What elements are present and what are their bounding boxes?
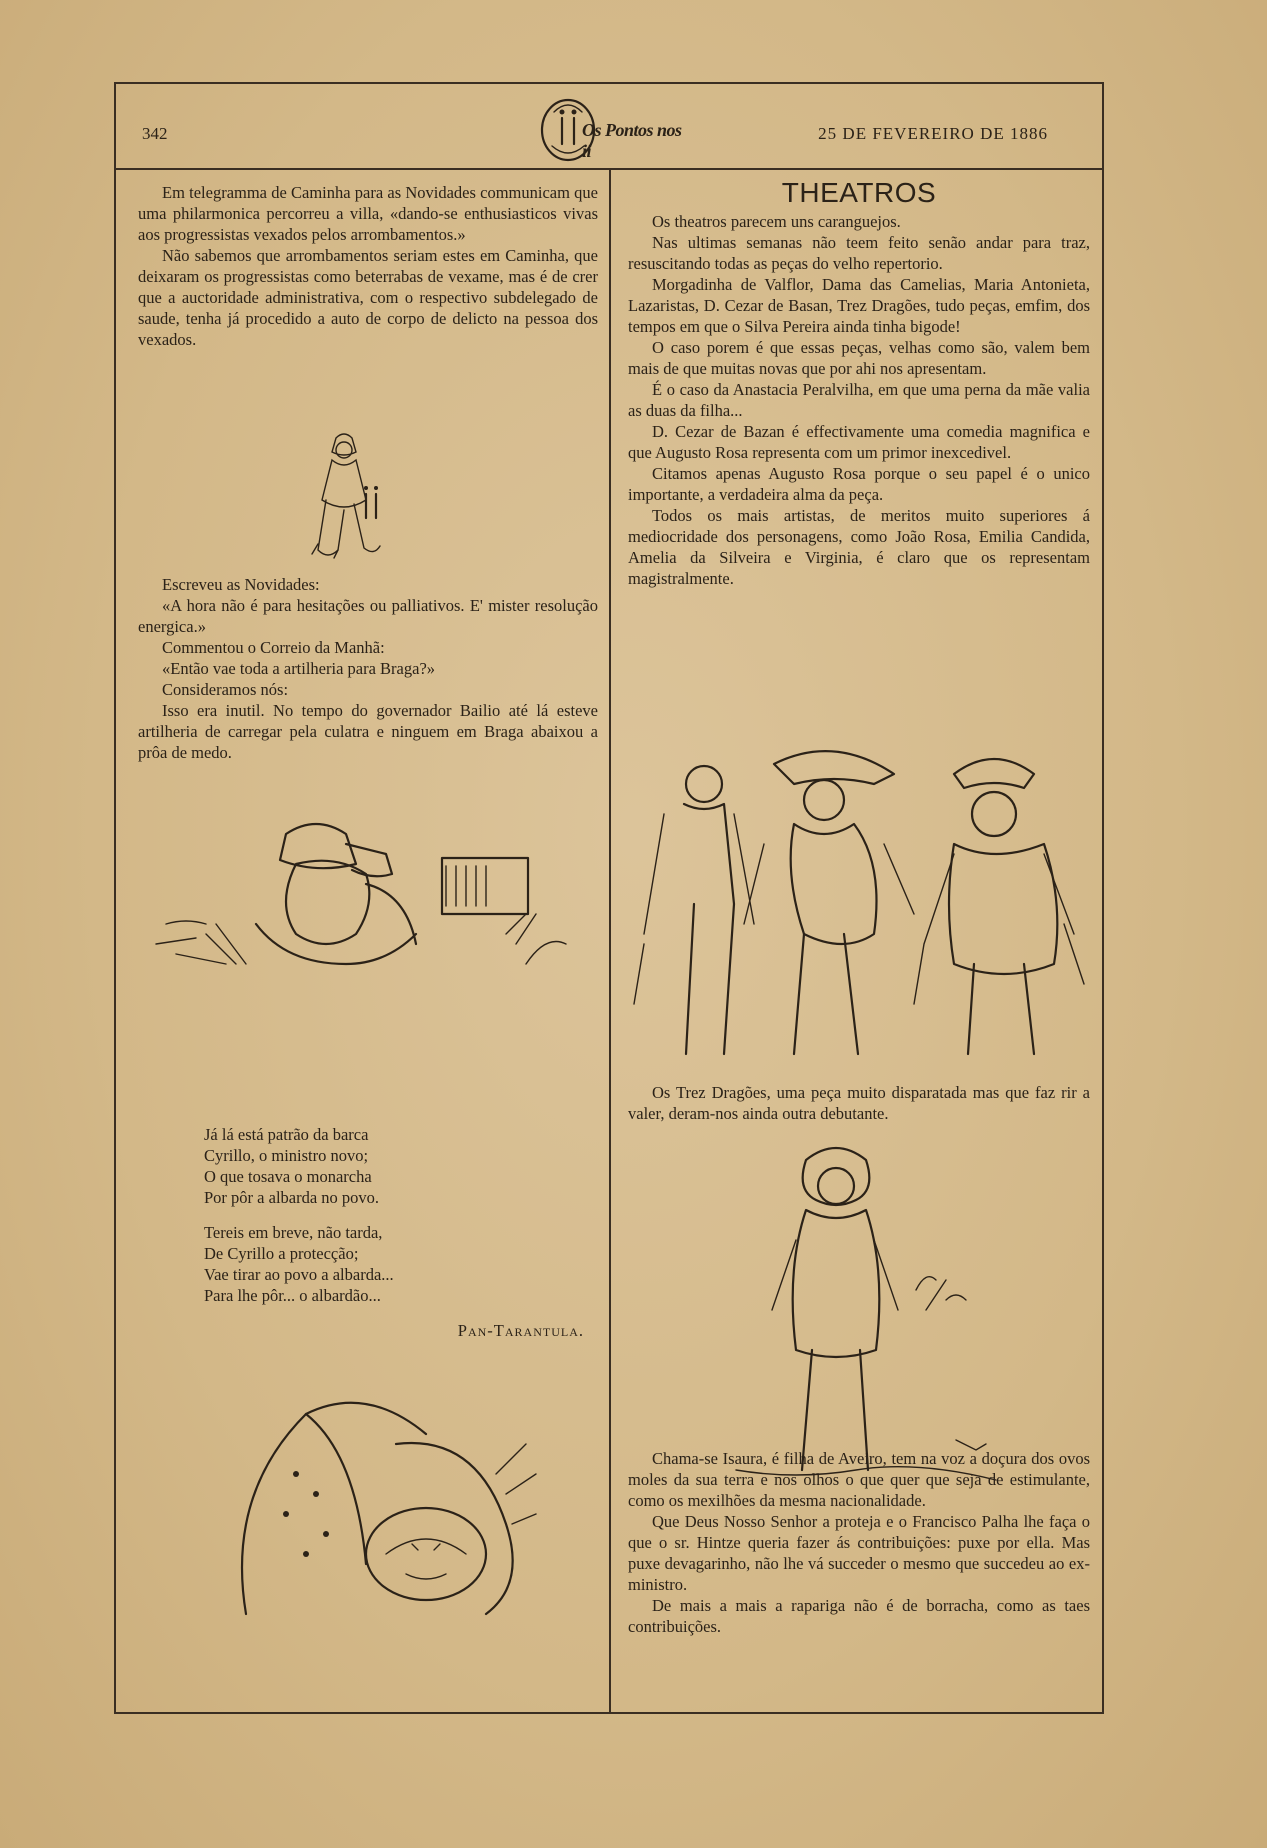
isaura-illustration xyxy=(716,1140,1016,1500)
verse-line: O que tosava o monarcha xyxy=(204,1167,372,1186)
verse-line: Vae tirar ao povo a albarda... xyxy=(204,1265,394,1284)
paragraph: Em telegramma de Caminha para as Novidades communicam que uma philarmonica percorreu a villa, «dando-se enthusiasticos vivas aos progressistas vexados pelos arrombamentos.» xyxy=(138,183,598,244)
verse-line: De Cyrillo a protecção; xyxy=(204,1244,359,1263)
paragraph: Citamos apenas Augusto Rosa porque o seu papel é o unico importante, a verdadeira alma da peça. xyxy=(628,464,1090,504)
paragraph: De mais a mais a rapariga não é de borracha, como as taes contribuições. xyxy=(628,1596,1090,1636)
illustration-caption: Os Trez Dragões, uma peça muito disparatada mas que faz rir a valer, deram-nos ainda outra debutante. xyxy=(628,1083,1090,1123)
cannon-and-hat-cartoon-icon xyxy=(216,1384,546,1624)
paragraph: Consideramos nós: xyxy=(162,680,289,699)
poem xyxy=(204,1124,584,1341)
masthead-title: Os Pontos nos ii xyxy=(582,120,682,161)
paragraph: Chama-se Isaura, é filha de Aveiro, tem na voz a doçura dos ovos moles da sua terra e nos olhos o que quer que seja de estimulante, como os mexilhões da mesma nacionalidade. xyxy=(628,1449,1090,1510)
paragraph: Que Deus Nosso Senhor a proteja e o Francisco Palha lhe faça o que o sr. Hintze queria fazer ás contribuições: puxe por ella. Mas puxe devagarinho, não lhe vá succeder o mesmo que succedeu ao ex-ministro. xyxy=(628,1512,1090,1594)
masthead xyxy=(534,90,694,164)
left-column-top xyxy=(138,182,598,350)
page-frame xyxy=(114,82,1104,1714)
verse-line: Tereis em breve, não tarda, xyxy=(204,1223,383,1242)
poem-stanza xyxy=(204,1124,584,1208)
verse-line: Para lhe pôr... o albardão... xyxy=(204,1286,381,1305)
paragraph: Commentou o Correio da Manhã: xyxy=(162,638,385,657)
isaura-article xyxy=(628,1448,1090,1637)
left-column-middle xyxy=(138,574,598,763)
paragraph: Escreveu as Novidades: xyxy=(162,575,320,594)
paragraph: O caso porem é que essas peças, velhas como são, valem bem mais de que muitas novas que por ahi nos apresentam. xyxy=(628,338,1090,378)
paragraph: Não sabemos que arrombamentos seriam estes em Caminha, que deixaram os progressistas como beterrabas de vexame, mas é de crer que a auctoridade administrativa, com o respectivo subdelegado de saude, tenha já procedido a auto de corpo de delicto na pessoa dos vexados. xyxy=(138,246,598,349)
paragraph: É o caso da Anastacia Peralvilha, em que uma perna da mãe valia as duas da filha... xyxy=(628,380,1090,420)
paragraph: Isso era inutil. No tempo do governador Bailio até lá esteve artilheria de carregar pela culatra e ninguem em Braga abaixou a prôa de medo. xyxy=(138,701,598,762)
verse-line: Já lá está patrão da barca xyxy=(204,1125,369,1144)
cannon-hat-illustration xyxy=(216,1384,546,1624)
paragraph: Todos os mais artistas, de meritos muito superiores á mediocridade dos personagens, como João Rosa, Emilia Candida, Amelia da Silveira e Virginia, é claro que os representam magistralmente. xyxy=(628,506,1090,588)
issue-date: 25 DE FEVEREIRO DE 1886 xyxy=(818,124,1048,143)
paragraph: Nas ultimas semanas não teem feito senão andar para traz, resuscitando todas as peças do velho repertorio. xyxy=(628,233,1090,273)
paragraph: «Então vae toda a artilheria para Braga?» xyxy=(162,659,436,678)
section-title: THEATROS xyxy=(781,177,937,208)
column-divider xyxy=(609,168,611,1712)
three-dragoons-sketch-icon xyxy=(624,744,1094,1074)
drinking-man-illustration xyxy=(146,814,586,984)
dragoons-illustration xyxy=(624,744,1094,1074)
paragraph: Morgadinha de Valflor, Dama das Camelias, Maria Antonieta, Lazaristas, D. Cezar de Basan, Trez Dragões, tudo peças, emfim, dos tempos em que o Silva Pereira ainda tinha bigode! xyxy=(628,275,1090,336)
author-signature: Pan-Tarantula. xyxy=(457,1321,584,1340)
verse-line: Cyrillo, o ministro novo; xyxy=(204,1146,369,1165)
dragoons-caption xyxy=(628,1082,1090,1124)
paragraph: D. Cezar de Bazan é effectivamente uma comedia magnifica e que Augusto Rosa representa com um primor inexcedivel. xyxy=(628,422,1090,462)
small-figure-illustration xyxy=(296,424,406,574)
poem-stanza xyxy=(204,1222,584,1306)
page-header xyxy=(116,84,1102,170)
theatre-article xyxy=(628,177,1090,589)
paragraph: Os theatros parecem uns caranguejos. xyxy=(652,212,901,231)
verse-line: Por pôr a albarda no povo. xyxy=(204,1188,380,1207)
isaura-actress-sketch-icon xyxy=(716,1140,1016,1500)
small-figure-with-ii-sketch-icon xyxy=(296,424,406,574)
page-number: 342 xyxy=(142,124,168,143)
man-drinking-cartoon-icon xyxy=(146,814,586,984)
paragraph: «A hora não é para hesitações ou palliativos. E' mister resolução energica.» xyxy=(138,596,598,636)
